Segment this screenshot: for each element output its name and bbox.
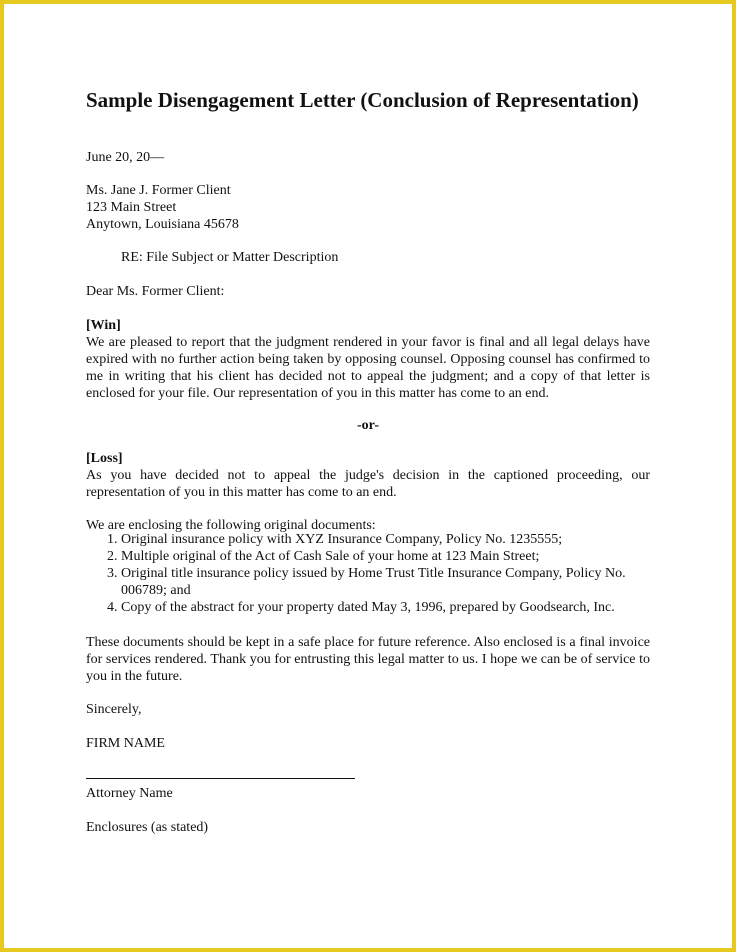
loss-heading: [Loss]	[86, 451, 123, 466]
list-item: 4. Copy of the abstract for your property dated May 3, 1996, prepared by Goodsearch, Inc.	[121, 599, 650, 616]
signature-line	[86, 778, 355, 779]
letter-date: June 20, 20—	[86, 150, 165, 165]
address-line-name: Ms. Jane J. Former Client	[86, 183, 231, 198]
letter-title: Sample Disengagement Letter (Conclusion of Representation)	[86, 88, 639, 112]
attorney-name: Attorney Name	[86, 786, 173, 801]
win-paragraph: We are pleased to report that the judgment rendered in your favor is final and all legal delays have expired with no further action being taken by opposing counsel. Opposing counsel has confirmed to me in writing that his client has decided not to appeal the judgment; and a copy of that letter is enclosed for your file. Our representation of you in this matter has come to an end.	[86, 335, 650, 401]
salutation: Dear Ms. Former Client:	[86, 284, 225, 299]
closing-paragraph: These documents should be kept in a safe place for future reference. Also enclosed is a final invoice for services rendered. Thank you for entrusting this legal matter to us. I hope we can be of service to you in the future.	[86, 635, 650, 684]
list-item: 1. Original insurance policy with XYZ Insurance Company, Policy No. 1235555;	[121, 531, 650, 548]
list-item: 3. Original title insurance policy issued by Home Trust Title Insurance Company, Policy No. 006789; and	[121, 565, 650, 599]
address-line-city: Anytown, Louisiana 45678	[86, 217, 239, 232]
address-line-street: 123 Main Street	[86, 200, 177, 215]
enclosures-note: Enclosures (as stated)	[86, 820, 209, 835]
or-separator: -or-	[356, 418, 380, 433]
letter-page	[4, 4, 732, 948]
documents-list	[86, 531, 650, 616]
win-heading: [Win]	[86, 318, 121, 333]
signoff: Sincerely,	[86, 702, 142, 717]
firm-name: FIRM NAME	[86, 736, 165, 751]
re-line: RE: File Subject or Matter Description	[121, 250, 339, 265]
enclosing-intro: We are enclosing the following original documents:	[86, 518, 376, 533]
loss-paragraph: As you have decided not to appeal the judge's decision in the captioned proceeding, our representation of you in this matter has come to an end.	[86, 468, 650, 500]
list-item: 2. Multiple original of the Act of Cash Sale of your home at 123 Main Street;	[121, 548, 650, 565]
